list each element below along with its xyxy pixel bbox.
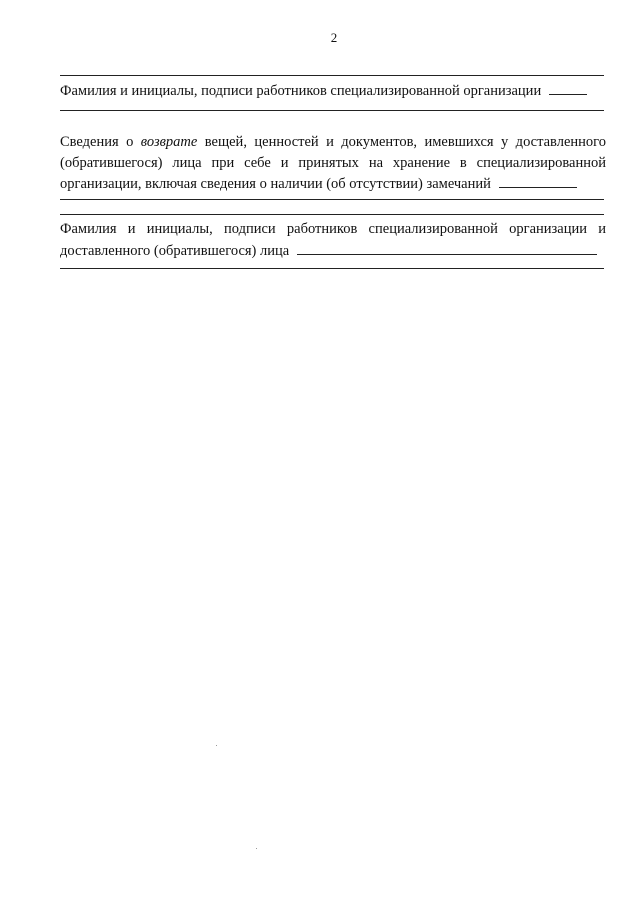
- blank-line-signatures-workers-person[interactable]: [60, 268, 604, 269]
- blank-line-return-info-2[interactable]: [60, 214, 604, 215]
- blank-line-signatures-workers[interactable]: [60, 110, 604, 111]
- signatures-workers-person-blank[interactable]: [297, 240, 597, 255]
- return-info-text-rest: вещей, ценностей и документов, имевшихся у доставленного (обратившегося) лица при себе и принятых на хранение в специализированной организации, включая сведения о наличии (об отсутствии) замечаний: [60, 134, 606, 192]
- return-info-paragraph: [60, 132, 606, 195]
- blank-line-return-info-1[interactable]: [60, 199, 604, 200]
- signatures-workers-text: Фамилия и инициалы, подписи работников специализированной организации: [60, 83, 542, 99]
- page-number: 2: [330, 30, 338, 45]
- signatures-workers-label: [60, 80, 587, 101]
- blank-line-top[interactable]: [60, 75, 604, 76]
- return-info-blank[interactable]: [499, 173, 577, 188]
- signatures-workers-person-text: Фамилия и инициалы, подписи работников специализированной организации и доставленного (обратившегося) лица: [60, 221, 606, 259]
- signatures-workers-blank[interactable]: [549, 80, 587, 95]
- return-info-text-start: Сведения о: [60, 134, 141, 150]
- return-info-italic-word: возврате: [140, 134, 198, 150]
- signatures-workers-person-paragraph: [60, 219, 606, 261]
- scan-speck: [256, 848, 257, 849]
- scan-speck: [216, 745, 217, 746]
